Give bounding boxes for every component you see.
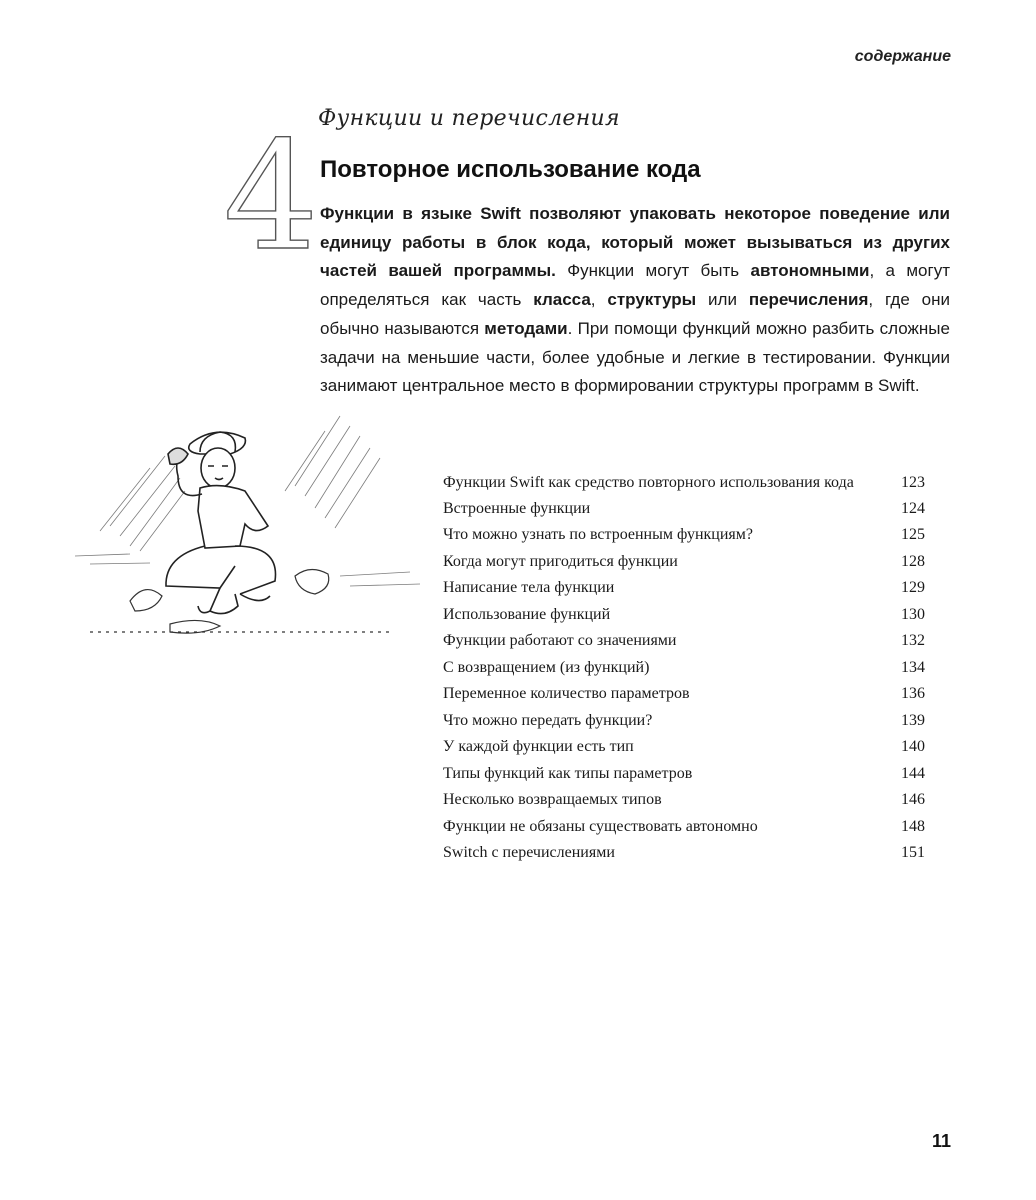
- explorer-illustration: [70, 396, 430, 646]
- toc-row-page: 136: [901, 685, 925, 702]
- toc-row-page: 124: [901, 499, 925, 517]
- toc-row[interactable]: [443, 499, 925, 519]
- toc-row-label: У каждой функции есть тип: [443, 738, 634, 755]
- toc-row-label: Написание тела функции: [443, 579, 615, 596]
- intro-bold-3: автономными: [750, 261, 870, 281]
- toc-row-label: Функции работают со значениями: [443, 632, 677, 649]
- intro-text-12: . При помощи функций можно разбить сложные задачи на меньшие части, более удобные и легкие в тестировании. Функции занимают центральное место в формировании структуры программ в Swift.: [320, 318, 950, 396]
- intro-bold-9: перечисления: [748, 290, 869, 310]
- toc-row-label: Switch с перечислениями: [443, 844, 615, 861]
- page-number: 11: [931, 1131, 951, 1151]
- toc-row-label: Использование функций: [443, 605, 611, 623]
- toc-row-page: 151: [901, 844, 925, 861]
- running-header: содержание: [854, 48, 951, 65]
- toc-row-label: Функции Swift как средство повторного использования кода: [443, 474, 854, 491]
- intro-text-10: , где они обычно называются: [320, 290, 951, 338]
- intro-text-2: Функции могут быть: [555, 261, 751, 281]
- toc-row-page: 140: [901, 738, 925, 755]
- toc-row-label: Типы функций как типы параметров: [443, 764, 693, 782]
- toc-row[interactable]: [443, 525, 925, 545]
- toc-row[interactable]: [443, 631, 925, 651]
- toc-row-label: Функции не обязаны существовать автономно: [443, 817, 758, 835]
- explorer-figure: [166, 432, 276, 614]
- toc-row-page: 144: [901, 764, 925, 782]
- toc-row[interactable]: [443, 817, 925, 837]
- toc-row[interactable]: [443, 605, 925, 625]
- toc-row-label: Переменное количество параметров: [443, 685, 690, 702]
- intro-bold-5: класса: [533, 290, 591, 310]
- intro-bold-7: структуры: [607, 290, 697, 310]
- toc-row-page: 125: [901, 526, 925, 543]
- toc-row-page: 129: [901, 579, 925, 596]
- table-of-contents: [443, 473, 925, 870]
- toc-row[interactable]: [443, 552, 925, 572]
- intro-bold-11: методами: [484, 318, 568, 338]
- intro-text-4: , а могут определяться как часть: [320, 261, 950, 310]
- toc-row-page: 134: [901, 658, 925, 676]
- toc-row[interactable]: [443, 658, 925, 678]
- toc-row-page: 123: [901, 474, 925, 491]
- toc-row-label: Несколько возвращаемых типов: [443, 791, 662, 808]
- chapter-title: Повторное использование кода: [320, 156, 701, 183]
- toc-row[interactable]: [443, 578, 925, 598]
- chapter-intro: [320, 200, 950, 401]
- toc-row[interactable]: [443, 737, 925, 757]
- intro-bold-1: Функции в языке Swift позволяют упаковать некоторое поведение или единицу работы в блок кода, который может вызываться из других частей вашей программы.: [320, 204, 950, 281]
- toc-row[interactable]: [443, 711, 925, 731]
- chapter-number-glyph: 4: [223, 110, 319, 284]
- toc-row-label: С возвращением (из функций): [443, 658, 650, 676]
- toc-row[interactable]: [443, 790, 925, 810]
- toc-row-label: Встроенные функции: [443, 499, 591, 517]
- toc-row-page: 146: [901, 791, 925, 808]
- chapter-script-title: Функции и перечисления: [318, 106, 620, 131]
- toc-row-page: 132: [901, 632, 925, 649]
- toc-row[interactable]: [443, 764, 925, 784]
- toc-row[interactable]: [443, 843, 925, 863]
- toc-row[interactable]: [443, 684, 925, 704]
- toc-row-page: 139: [901, 711, 925, 729]
- toc-row-label: Когда могут пригодиться функции: [443, 552, 678, 570]
- toc-row-label: Что можно передать функции?: [443, 711, 653, 729]
- toc-row-page: 130: [901, 605, 925, 623]
- intro-text-8: или: [696, 290, 749, 310]
- toc-row-page: 128: [901, 552, 925, 570]
- chapter-number-4: [223, 110, 319, 284]
- ground-objects: [90, 569, 390, 633]
- toc-row[interactable]: [443, 473, 925, 492]
- toc-row-label: Что можно узнать по встроенным функциям?: [443, 526, 754, 543]
- intro-text-6: ,: [590, 290, 608, 310]
- toc-row-page: 148: [901, 817, 925, 835]
